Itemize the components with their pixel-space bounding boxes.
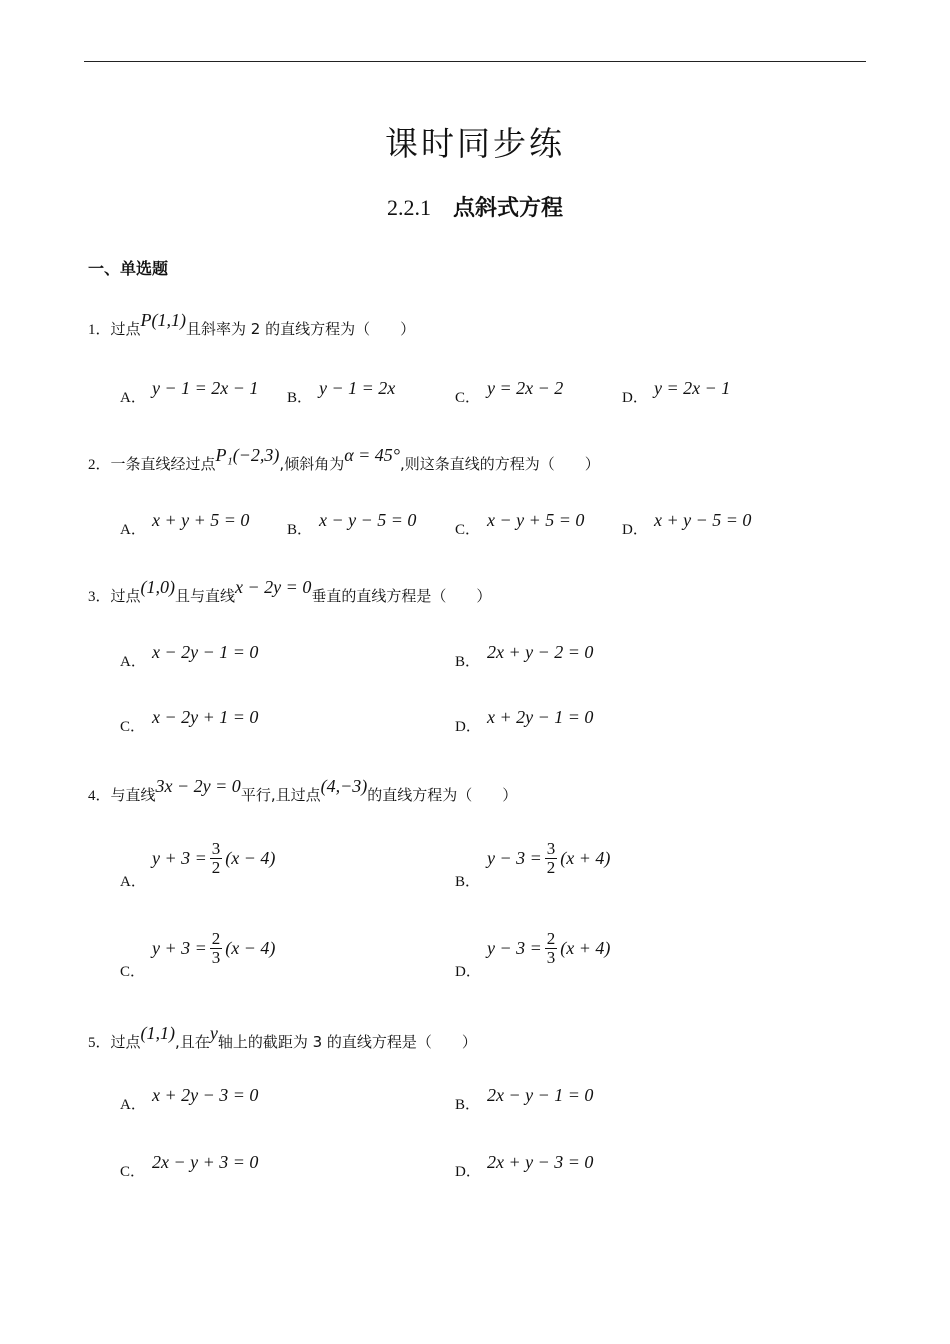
lesson-subtitle bbox=[0, 191, 950, 222]
question-number: 5． bbox=[88, 1035, 111, 1051]
question-1 bbox=[88, 310, 416, 339]
option-label: C． bbox=[455, 522, 481, 538]
option-label: D． bbox=[622, 390, 648, 406]
section-heading: 一、单选题 bbox=[88, 259, 169, 278]
question-5 bbox=[88, 1023, 477, 1052]
option-label: A． bbox=[120, 390, 146, 406]
option-label: B． bbox=[287, 522, 313, 538]
fraction: $\frac{2}{3}$ bbox=[546, 929, 556, 967]
math-expr: (1,1) bbox=[140, 1023, 176, 1043]
option-expr: y = 2x − 1 bbox=[654, 378, 731, 398]
option-label: D． bbox=[455, 1164, 481, 1180]
question-text: 且与直线 bbox=[175, 587, 236, 605]
q5-option-d[interactable] bbox=[455, 1152, 594, 1181]
option-label: B． bbox=[455, 1097, 481, 1113]
question-text: 与直线 bbox=[110, 786, 156, 804]
q5-option-a[interactable] bbox=[120, 1085, 259, 1114]
q2-option-c[interactable] bbox=[455, 510, 585, 539]
math-expr: P₁(−2,3) bbox=[215, 445, 280, 465]
option-label: B． bbox=[455, 654, 481, 670]
question-text: 垂直的直线方程是（ ） bbox=[311, 587, 492, 605]
q3-option-a[interactable] bbox=[120, 642, 259, 671]
q3-option-b[interactable] bbox=[455, 642, 594, 671]
option-expr: 2x + y − 2 = 0 bbox=[487, 642, 594, 662]
question-3 bbox=[88, 577, 492, 606]
option-expr: 2x − y + 3 = 0 bbox=[152, 1152, 259, 1172]
option-expr: x − y + 5 = 0 bbox=[487, 510, 585, 530]
q1-option-a[interactable] bbox=[120, 378, 259, 407]
question-text: ,则这条直线的方程为（ ） bbox=[400, 455, 600, 473]
option-label: D． bbox=[455, 964, 481, 980]
q1-option-d[interactable] bbox=[622, 378, 731, 407]
question-text: ,且在 bbox=[175, 1033, 210, 1051]
option-expr: y − 1 = 2x − 1 bbox=[152, 378, 259, 398]
fraction: $\frac{2}{3}$ bbox=[211, 929, 221, 967]
option-expr: x + y − 5 = 0 bbox=[654, 510, 752, 530]
q3-option-d[interactable] bbox=[455, 707, 594, 736]
math-expr: P(1,1) bbox=[140, 310, 187, 330]
header-rule bbox=[84, 61, 866, 62]
option-expr: x − 2y + 1 = 0 bbox=[152, 707, 259, 727]
question-text: 平行,且过点 bbox=[240, 786, 321, 804]
question-2 bbox=[88, 445, 600, 474]
math-expr: 3x − 2y = 0 bbox=[155, 776, 241, 796]
option-label: A． bbox=[120, 874, 146, 890]
option-label: D． bbox=[622, 522, 648, 538]
option-expr: y − 3 = $\frac{2}{3}$ (x + 4) bbox=[487, 929, 611, 967]
question-text: 一条直线经过点 bbox=[110, 455, 216, 473]
option-expr: x + 2y − 1 = 0 bbox=[487, 707, 594, 727]
fraction: $\frac{3}{2}$ bbox=[546, 839, 556, 877]
q2-option-a[interactable] bbox=[120, 510, 250, 539]
option-expr: y + 3 = $\frac{3}{2}$ (x − 4) bbox=[152, 839, 276, 877]
math-expr: (4,−3) bbox=[320, 776, 368, 796]
option-label: A． bbox=[120, 654, 146, 670]
q5-option-c[interactable] bbox=[120, 1152, 259, 1181]
option-expr: y + 3 = $\frac{2}{3}$ (x − 4) bbox=[152, 929, 276, 967]
option-expr: x − 2y − 1 = 0 bbox=[152, 642, 259, 662]
option-expr: x − y − 5 = 0 bbox=[319, 510, 417, 530]
math-expr: α = 45° bbox=[344, 445, 400, 465]
q2-option-b[interactable] bbox=[287, 510, 417, 539]
question-number: 2． bbox=[88, 457, 111, 473]
option-label: C． bbox=[120, 964, 146, 980]
question-4 bbox=[88, 776, 518, 805]
question-text: 过点 bbox=[110, 1033, 141, 1051]
question-text: 过点 bbox=[110, 587, 141, 605]
option-expr: x + 2y − 3 = 0 bbox=[152, 1085, 259, 1105]
option-expr: x + y + 5 = 0 bbox=[152, 510, 250, 530]
option-label: C． bbox=[120, 719, 146, 735]
option-expr: 2x + y − 3 = 0 bbox=[487, 1152, 594, 1172]
option-label: C． bbox=[455, 390, 481, 406]
q1-option-b[interactable] bbox=[287, 378, 396, 407]
option-expr: y = 2x − 2 bbox=[487, 378, 564, 398]
page-title: 课时同步练 bbox=[385, 124, 565, 163]
question-text: ,倾斜角为 bbox=[279, 455, 345, 473]
option-expr: 2x − y − 1 = 0 bbox=[487, 1085, 594, 1105]
math-expr: y bbox=[209, 1023, 218, 1043]
option-expr: y − 1 = 2x bbox=[319, 378, 396, 398]
math-expr: (1,0) bbox=[140, 577, 176, 597]
lesson-name: 点斜式方程 bbox=[452, 196, 563, 221]
question-text: 的直线方程为（ ） bbox=[367, 786, 518, 804]
question-number: 4． bbox=[88, 788, 111, 804]
question-text: 过点 bbox=[110, 320, 141, 338]
q1-option-c[interactable] bbox=[455, 378, 564, 407]
option-expr: y − 3 = $\frac{3}{2}$ (x + 4) bbox=[487, 839, 611, 877]
question-number: 3． bbox=[88, 589, 111, 605]
q3-option-c[interactable] bbox=[120, 707, 259, 736]
question-number: 1． bbox=[88, 322, 111, 338]
question-text: 轴上的截距为 3 的直线方程是（ ） bbox=[217, 1033, 477, 1051]
option-label: B． bbox=[455, 874, 481, 890]
option-label: A． bbox=[120, 1097, 146, 1113]
option-label: D． bbox=[455, 719, 481, 735]
question-text: 且斜率为 2 的直线方程为（ ） bbox=[186, 320, 416, 338]
fraction: $\frac{3}{2}$ bbox=[211, 839, 221, 877]
option-label: A． bbox=[120, 522, 146, 538]
option-label: B． bbox=[287, 390, 313, 406]
q5-option-b[interactable] bbox=[455, 1085, 594, 1114]
option-label: C． bbox=[120, 1164, 146, 1180]
lesson-number: 2.2.1 bbox=[386, 195, 431, 220]
q2-option-d[interactable] bbox=[622, 510, 752, 539]
math-expr: x − 2y = 0 bbox=[235, 577, 312, 597]
